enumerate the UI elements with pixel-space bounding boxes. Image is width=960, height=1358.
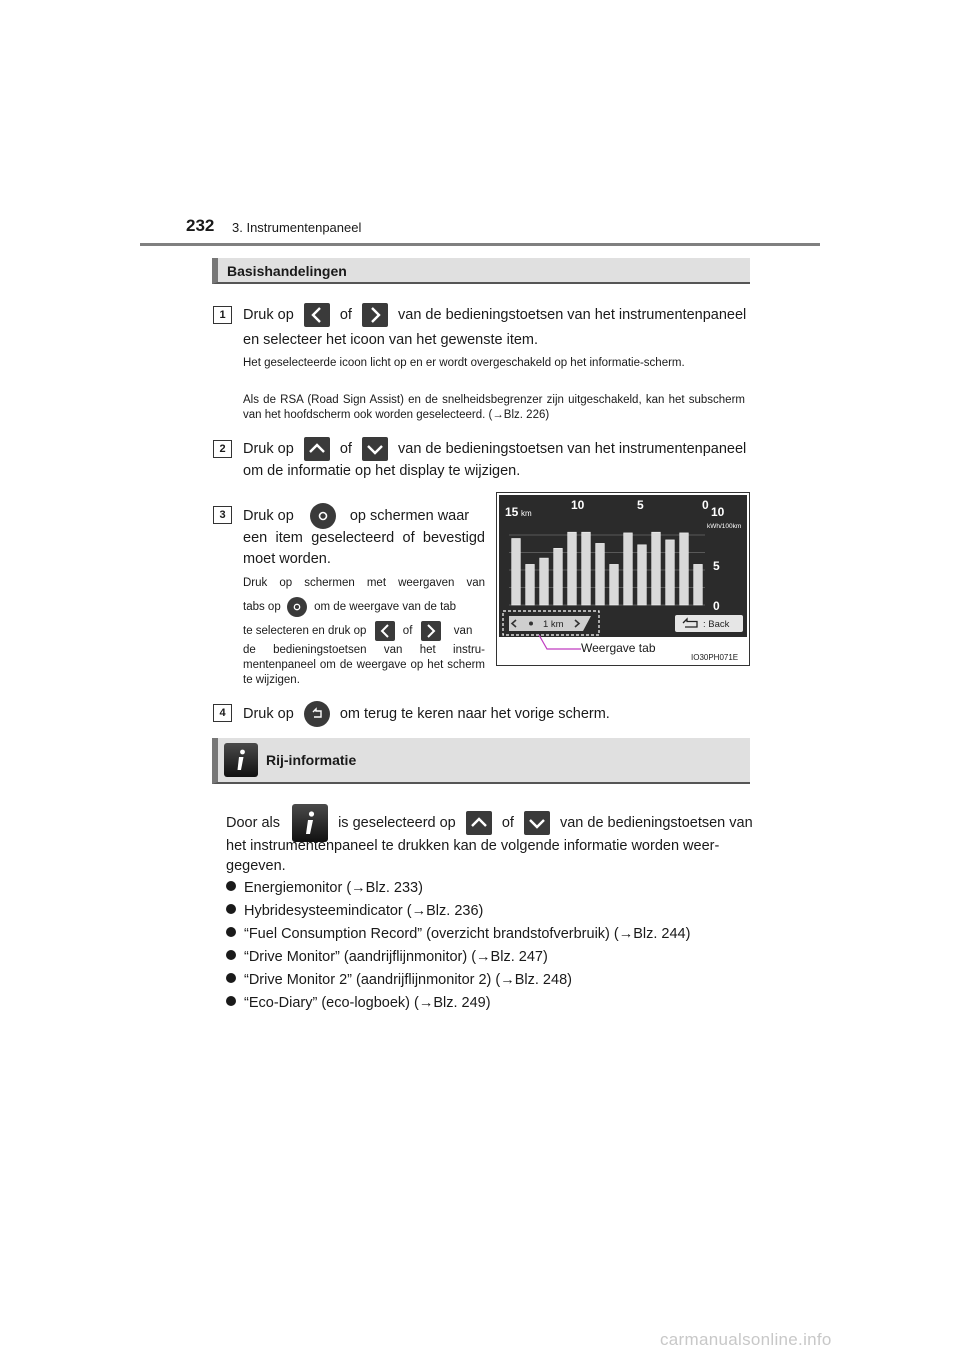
step-3-note-line-3 [243,621,485,641]
chart-bar [680,533,689,605]
bullet-icon [226,881,236,891]
chart-bar [540,558,549,605]
step-3-note-line-4: de bedieningstoetsen van het instru-mentenpaneel om de weergave op het scherm te wijzigen. [243,644,485,686]
tab-label: 1 km [543,619,564,630]
back-button-icon [304,701,330,727]
step-text: op schermen waar [349,507,470,524]
chart-bar [512,539,521,606]
paragraph-text: of [501,814,514,831]
rij-paragraph-line-3: gegeven. [226,858,286,874]
bullet-icon [226,973,236,983]
note-text: te selecteren en druk op [243,625,367,638]
step-number-2: 2 [213,440,232,458]
ok-button-icon [310,503,336,529]
bullet-icon [226,904,236,914]
step-3-line-1 [243,503,485,529]
step-2-line-2: om de informatie op het display te wijzigen. [243,463,521,479]
chevron-down-icon [362,437,388,461]
x-label-15: 15 [505,505,519,519]
section-title: Basishandelingen [227,263,347,279]
y-label-unit: kWh/100km [707,523,742,530]
chart-bar [526,564,535,605]
chapter-title: 3. Instrumentenpaneel [232,220,362,235]
callout-label: Weergave tab [581,641,656,655]
step-text: Druk op [243,507,294,524]
note-text: van [453,625,473,638]
step-1-line-2: en selecteer het icoon van het gewenste item. [243,332,539,348]
list-item [226,878,423,898]
chart-bar [666,540,675,605]
x-label-10: 10 [571,498,585,512]
y-label-5: 5 [713,559,720,573]
step-1-note-1: Het geselecteerde icoon licht op en er wordt overgeschakeld op het informatie-scherm. [243,357,685,369]
x-label-km: km [521,509,532,518]
page-number: 232 [186,216,215,235]
list-item [226,924,690,944]
list-item-text: “Eco-Diary” (eco-logboek) (→Blz. 249) [244,995,491,1011]
x-label-5: 5 [637,498,644,512]
step-text: van de bedieningstoetsen van het instrumentenpaneel [398,306,747,323]
list-item [226,970,572,990]
step-text: Druk op [243,306,294,323]
y-label-0: 0 [713,599,720,613]
ok-button-icon [287,597,307,617]
paragraph-text: van de bedieningstoetsen van [559,814,753,831]
section-bar-rij-informatie [212,738,750,784]
step-2-line-1 [243,437,751,461]
note-text: of [402,625,413,638]
step-1-line-1 [243,303,751,327]
step-text: of [339,306,352,323]
chart-bar [582,532,591,605]
chart-bar [554,548,563,605]
bullet-icon [226,996,236,1006]
list-item [226,993,491,1013]
list-item [226,901,483,921]
chart-bar [652,532,661,605]
step-3-line-3: moet worden. [243,551,331,567]
step-text: of [339,440,352,457]
step-number-1: 1 [213,306,232,324]
chevron-up-icon [466,811,492,835]
list-item-text: “Drive Monitor” (aandrijflijnmonitor) (→Blz. 247) [244,949,548,965]
step-text: Druk op [243,705,294,722]
paragraph-text: Door als [226,814,280,831]
chart-bar [568,532,577,605]
watermark: carmanualsonline.info [660,1330,832,1349]
list-item-text: “Drive Monitor 2” (aandrijflijnmonitor 2) (→Blz. 248) [244,972,572,988]
note-text: tabs op [243,601,281,614]
step-4-line-1 [243,701,610,727]
chart-bar [694,564,703,605]
step-text: om terug te keren naar het vorige scherm. [339,705,610,722]
paragraph-text: is geselecteerd op [338,814,456,831]
header-rule [140,243,820,246]
rij-paragraph-line-2: het instrumentenpaneel te drukken kan de volgende informatie worden weer- [226,838,720,854]
list-item [226,947,548,967]
back-label: : Back [703,619,730,630]
note-text: om de weergave van de tab [314,601,457,614]
step-3-note-line-2 [243,597,485,617]
section-bar-basishandelingen [212,258,750,284]
step-text: van de bedieningstoetsen van het instrumentenpaneel [398,440,747,457]
x-label-0: 0 [702,498,709,512]
display-figure [496,492,750,666]
list-item-text: “Fuel Consumption Record” (overzicht brandstofverbruik) (→Blz. 244) [244,926,691,942]
figure-code: IO30PH071E [691,653,739,662]
chart-bar [610,564,619,605]
step-text: Druk op [243,440,294,457]
chevron-right-icon [421,621,441,641]
step-3-line-2: een item geselecteerd of bevestigd [243,530,485,546]
section-title: Rij-informatie [266,752,357,768]
info-icon [224,743,258,777]
list-item-text: Energiemonitor (→Blz. 233) [244,880,423,896]
bullet-icon [226,927,236,937]
y-label-10: 10 [711,505,725,519]
chevron-up-icon [304,437,330,461]
chevron-left-icon [375,621,395,641]
callout-line [537,633,587,657]
step-number-4: 4 [213,704,232,722]
list-item-text: Hybridesysteemindicator (→Blz. 236) [244,903,484,919]
step-number-3: 3 [213,506,232,524]
chevron-left-icon [304,303,330,327]
chart-bar [624,533,633,605]
step-3-note-line-1: Druk op schermen met weergaven van [243,577,485,589]
chevron-right-icon [362,303,388,327]
chart-bar [638,545,647,605]
chevron-down-icon [524,811,550,835]
instrument-display [499,495,747,637]
energy-bar-chart [499,495,747,637]
chart-bar [596,543,605,605]
tab-car-icon [529,622,533,626]
step-1-note-2: Als de RSA (Road Sign Assist) en de snelheidsbegrenzer zijn uitgeschakeld, kan het subscherm van het hoofdscherm ook worden geselecteerd. (→Blz. 226) [243,394,745,421]
bullet-icon [226,950,236,960]
